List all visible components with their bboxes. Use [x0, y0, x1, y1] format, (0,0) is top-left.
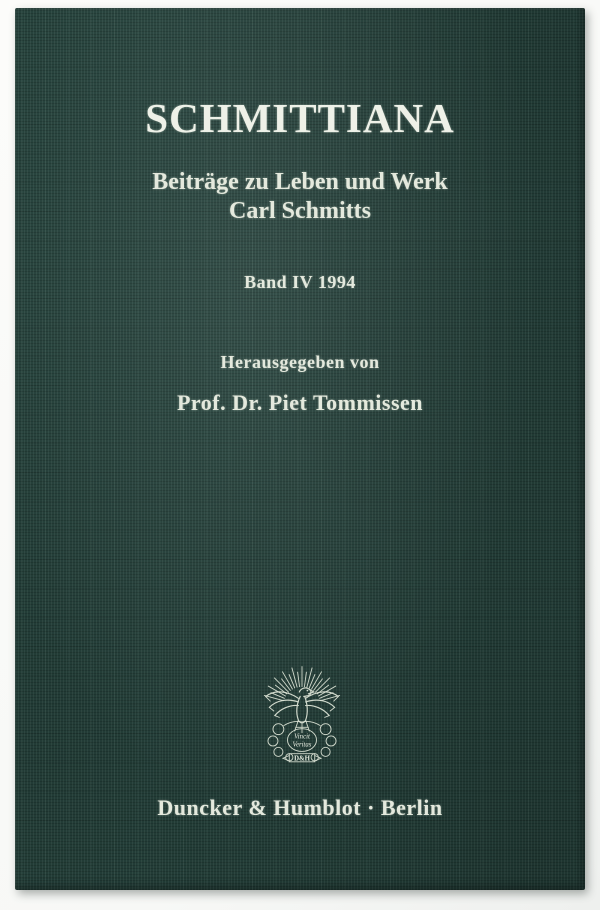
sunburst-rays [264, 667, 339, 701]
book-subtitle [15, 168, 585, 226]
editor-label: Herausgegeben von [220, 352, 380, 372]
subtitle-line-1: Beiträge zu Leben und Werk [152, 169, 448, 195]
volume-edition: Band IV 1994 [244, 272, 356, 292]
emblem-motto-line1: Vincit [294, 733, 310, 741]
emblem-monogram: D&H [294, 755, 310, 763]
eagle-sunburst-emblem-icon [247, 662, 357, 780]
subtitle-line-2: Carl Schmitts [229, 198, 371, 224]
emblem-motto-line2: Veritas [292, 741, 312, 749]
publisher-imprint: Duncker & Humblot · Berlin [157, 795, 443, 820]
book-cover [15, 8, 585, 890]
editor-name: Prof. Dr. Piet Tommissen [176, 390, 424, 415]
book-title: SCHMITTIANA [145, 95, 455, 141]
publisher-emblem-svg [247, 662, 357, 780]
